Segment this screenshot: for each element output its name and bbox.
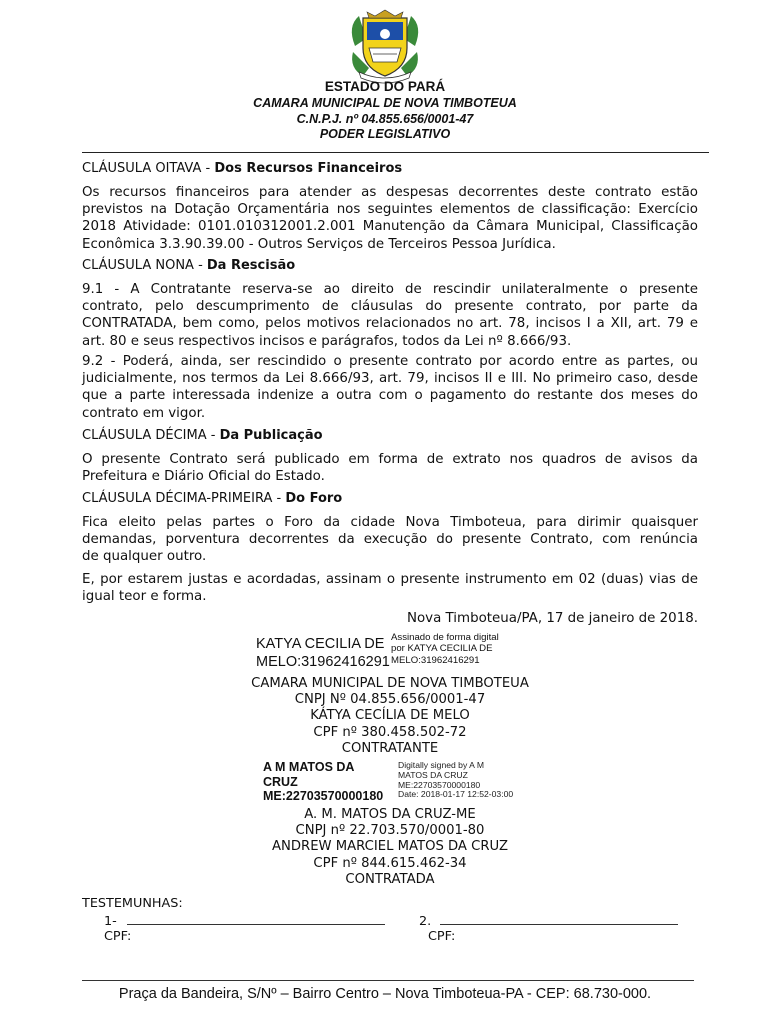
header-divider [82,152,709,153]
date-line: Nova Timboteua/PA, 17 de janeiro de 2018. [406,611,698,626]
witness-two-signature-line [440,912,678,925]
clause-nine-paragraph-one: 9.1 - A Contratante reserva-se ao direito de rescindir unilateralmente o presente contrato, pelo descumprimento de cláusulas do presente contrato, por parte da CONTRATADA, bem como, pelos motivos relacionados no art. 78, incisos I a XII, art. 79 e art. 80 e seus respectivos incisos e parágrafos, todos da Lei nº 8.666/93. [82,282,698,349]
municipal-seal-icon [345,8,425,84]
clause-nine-heading: CLÁUSULA NONA - Da Rescisão [82,258,296,273]
witness-two-cpf: CPF: [428,929,456,944]
clause-eleven-heading: CLÁUSULA DÉCIMA-PRIMEIRA - Do Foro [82,491,343,506]
digital-signature-note-contratante: Assinado de forma digital por KATYA CECILIA DE MELO:31962416291 [391,632,499,666]
clause-eleven-text: Fica eleito pelas partes o Foro da cidade Nova Timboteua, para dirimir quaisquer demandas, porventura decorrentes da execução do presente Contrato, com renúncia de qualquer outro. [82,515,698,565]
contratante-block: CAMARA MUNICIPAL DE NOVA TIMBOTEUA CNPJ Nº 04.855.656/0001-47 KÁTYA CECÍLIA DE MELO CPF nº 380.458.502-72 CONTRATANTE [251,676,529,756]
clause-eight-heading: CLÁUSULA OITAVA - Dos Recursos Financeiros [82,161,403,176]
digital-signature-name-contratante: KATYA CECILIA DE MELO:31962416291 [256,636,390,670]
clause-nine-paragraph-two: 9.2 - Poderá, ainda, ser rescindido o presente contrato por acordo entre as partes, ou judicialmente, nos termos da Lei 8.666/93, art. 79, incisos II e III. No primeiro caso, desde que a parte interessada indenize a outra com o pagamento do restante dos meses do contrato em vigor. [82,354,698,421]
clause-ten-heading: CLÁUSULA DÉCIMA - Da Publicação [82,428,323,443]
digital-signature-name-contratada: A M MATOS DA CRUZ ME:22703570000180 [263,760,384,803]
contratada-block: A. M. MATOS DA CRUZ-ME CNPJ nº 22.703.570/0001-80 ANDREW MARCIEL MATOS DA CRUZ CPF nº 844.615.462-34 CONTRATADA [272,807,508,887]
footer-address: Praça da Bandeira, S/Nº – Bairro Centro – Nova Timboteua-PA - CEP: 68.730-000. [118,986,652,1002]
witness-two-line: 2. [419,912,678,929]
witness-one-cpf: CPF: [104,929,132,944]
witness-one-signature-line [127,912,385,925]
clause-ten-text: O presente Contrato será publicado em forma de extrato nos quadros de avisos da Prefeitura e Diário Oficial do Estado. [82,452,698,485]
power-heading: PODER LEGISLATIVO [319,127,451,141]
witness-one-line: 1- [104,912,385,929]
chamber-heading: CAMARA MUNICIPAL DE NOVA TIMBOTEUA [253,96,517,110]
digital-signature-note-contratada: Digitally signed by A M MATOS DA CRUZ ME:22703570000180 Date: 2018-01-17 12:52-03:00 [398,760,514,800]
closing-text: E, por estarem justas e acordadas, assinam o presente instrumento em 02 (duas) vias de igual teor e forma. [82,572,698,605]
footer-divider [82,980,694,981]
clause-eight-text: Os recursos financeiros para atender as despesas decorrentes deste contrato estão previstos na Dotação Orçamentária nos seguintes elementos de classificação: Exercício 2018 Atividade: 0101.010312001.2.001 Manutenção da Câmara Municipal, Classificação Econômica 3.3.90.39.00 - Outros Serviços de Terceiros Pessoa Jurídica. [82,185,698,252]
witnesses-heading: TESTEMUNHAS: [82,896,183,911]
cnpj-heading: C.N.P.J. nº 04.855.656/0001-47 [296,112,474,126]
state-heading: ESTADO DO PARÁ [324,79,446,94]
